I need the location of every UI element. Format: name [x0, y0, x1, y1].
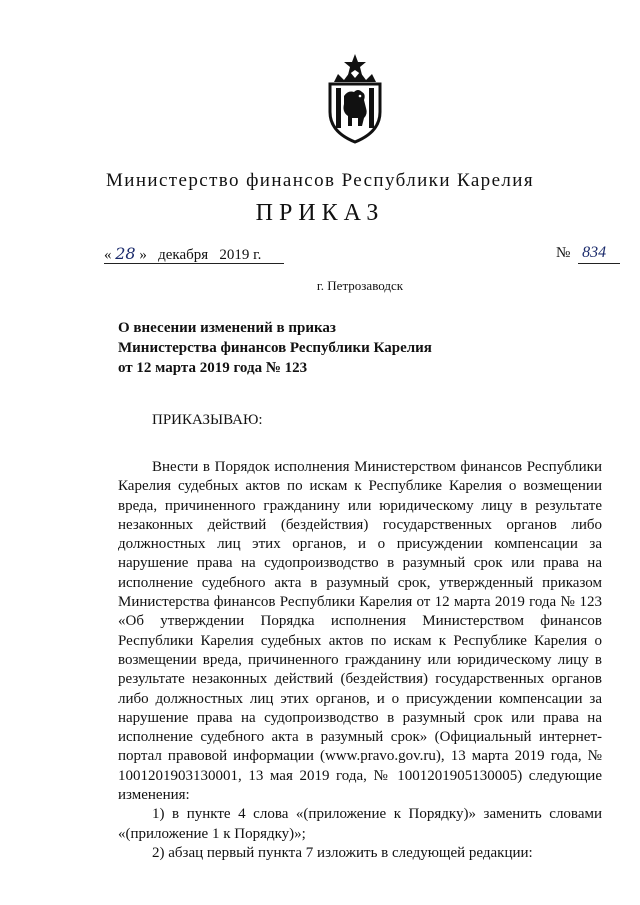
city-line: г. Петрозаводск — [316, 278, 404, 293]
date-year: 2019 г. — [219, 247, 262, 263]
date-day-handwritten: 28 — [115, 244, 136, 263]
number-underline — [578, 263, 620, 264]
order-subject — [118, 318, 432, 378]
subject-line-2: Министерства финансов Республики Карелия — [118, 340, 432, 356]
body-paragraph-1: Внести в Порядок исполнения Министерством финансов Республики Карелия судебных актов по искам к Республике Карелия о возмещении вреда, причиненного гражданину или юридическому лицу в результате незаконных действий (бездействия) государственных органов либо должностных лиц этих органов, и о присуждении компенсации за нарушение права на судопроизводство в разумный срок или права на исполнение судебного акта в разумный срок, утвержденный приказом Министерства финансов Республики Карелия от 12 марта 2019 года № 123 «Об утверждении Порядка исполнения Министерством финансов Республики Карелия судебных актов по искам к Республике Карелия о возмещении вреда, причиненного гражданину или юридическому лицу в результате незаконных действий (бездействия) государственных органов либо должностных лиц этих органов, и о присуждении компенсации за нарушение права на судопроизводство в разумный срок или права на исполнение судебного акта в разумный срок» (Официальный интернет-портал правовой информации (www.pravo.gov.ru), 13 марта 2019 года, № 1001201903130001, 13 мая 2019 года, № 1001201905130005) следующие изменения: — [118, 459, 602, 804]
body-paragraph-3: 2) абзац первый пункта 7 изложить в следующей редакции: — [152, 844, 533, 861]
order-body — [118, 458, 602, 863]
document-type-title: ПРИКАЗ — [255, 200, 385, 226]
subject-line-1: О внесении изменений в приказ — [118, 320, 336, 336]
order-directive-word: ПРИКАЗЫВАЮ: — [152, 412, 263, 428]
body-paragraph-2: 1) в пункте 4 слова «(приложение к Порядку)» заменить словами «(приложение 1 к Порядку)»; — [118, 806, 602, 842]
number-value-handwritten: 834 — [582, 244, 607, 261]
order-date — [104, 244, 261, 264]
date-open-quote: « — [104, 247, 112, 263]
date-month: декабря — [158, 247, 209, 263]
subject-line-3: от 12 марта 2019 года № 123 — [118, 360, 308, 376]
order-number — [556, 244, 606, 262]
date-underline — [104, 263, 284, 264]
number-label: № — [556, 245, 571, 261]
ministry-name: Министерство финансов Республики Карелия — [105, 170, 535, 191]
karelia-coat-of-arms-emblem — [322, 52, 388, 144]
date-close-quote: » — [139, 247, 147, 263]
